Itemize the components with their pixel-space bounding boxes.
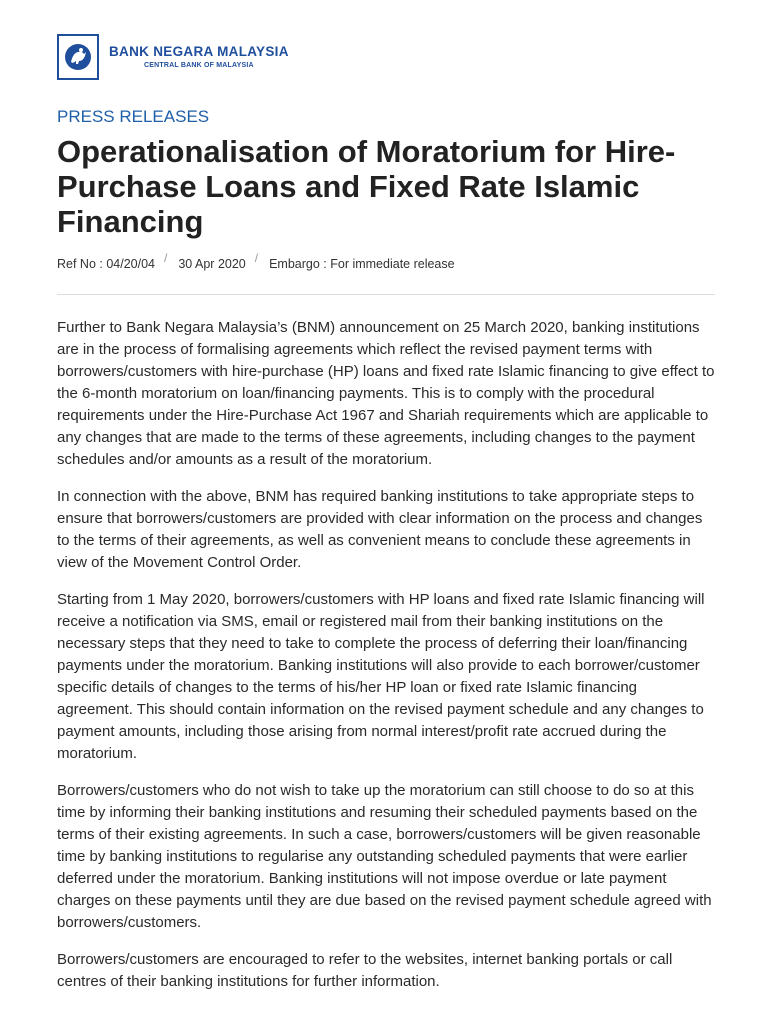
- press-release-page: [57, 32, 715, 1008]
- article-body: [57, 317, 715, 993]
- section-label[interactable]: PRESS RELEASES: [57, 107, 210, 126]
- paragraph: Starting from 1 May 2020, borrowers/customers with HP loans and fixed rate Islamic financing will receive a notification via SMS, email or registered mail from their banking institutions on the necessary steps that they need to take to complete the process of deferring their loan/financing payments under the moratorium. Banking institutions will also provide to each borrower/customer specific details of changes to the terms of his/her HP loan or fixed rate Islamic financing agreement. This should contain information on the revised payment schedule and any changes to payment amounts, including those arising from normal interest/profit rate accrued during the moratorium.: [57, 591, 705, 762]
- logo-name: BANK NEGARA MALAYSIA: [109, 44, 289, 59]
- paragraph: In connection with the above, BNM has required banking institutions to take appropriate steps to ensure that borrowers/customers are provided with clear information on the process and changes to the terms of their agreements, as well as convenient means to conclude these agreements in view of the Movement Control Order.: [57, 488, 703, 571]
- logo-subtitle: CENTRAL BANK OF MALAYSIA: [143, 62, 254, 69]
- paragraph: Borrowers/customers are encouraged to refer to the websites, internet banking portals or call centres of their banking institutions for further information.: [57, 951, 673, 990]
- article-meta: [57, 252, 715, 276]
- page-title: Operationalisation of Moratorium for Hire-Purchase Loans and Fixed Rate Islamic Financing: [57, 134, 676, 239]
- bnm-logo[interactable]: [57, 32, 715, 82]
- publish-date: 30 Apr 2020: [178, 257, 246, 271]
- logo-text: [109, 44, 289, 70]
- paragraph: Further to Bank Negara Malaysia’s (BNM) announcement on 25 March 2020, banking institutions are in the process of formalising agreements which reflect the revised payment terms with borrowers/customers with hire-purchase (HP) loans and fixed rate Islamic financing to give effect to the 6-month moratorium on loan/financing payments. This is to comply with the procedural requirements under the Hire-Purchase Act 1967 and Shariah requirements which are applicable to any changes that are made to the terms of these agreements, including changes to the payment schedules and/or amounts as a result of the moratorium.: [57, 319, 715, 468]
- bnm-emblem-icon: [57, 34, 99, 80]
- meta-separator: /: [254, 251, 259, 265]
- embargo-note: Embargo : For immediate release: [269, 257, 455, 271]
- paragraph: Borrowers/customers who do not wish to take up the moratorium can still choose to do so at this time by informing their banking institutions and resuming their scheduled payments based on the terms of their existing agreements. In such a case, borrowers/customers will be given reasonable time by banking institutions to regularise any outstanding scheduled payments that were earlier deferred under the moratorium. Banking institutions will not impose overdue or late payment charges on these payments until they are due based on the revised payment schedule agreed with borrowers/customers.: [57, 782, 712, 931]
- ref-number: Ref No : 04/20/04: [57, 257, 155, 271]
- meta-separator: /: [163, 251, 168, 265]
- divider: [57, 294, 715, 295]
